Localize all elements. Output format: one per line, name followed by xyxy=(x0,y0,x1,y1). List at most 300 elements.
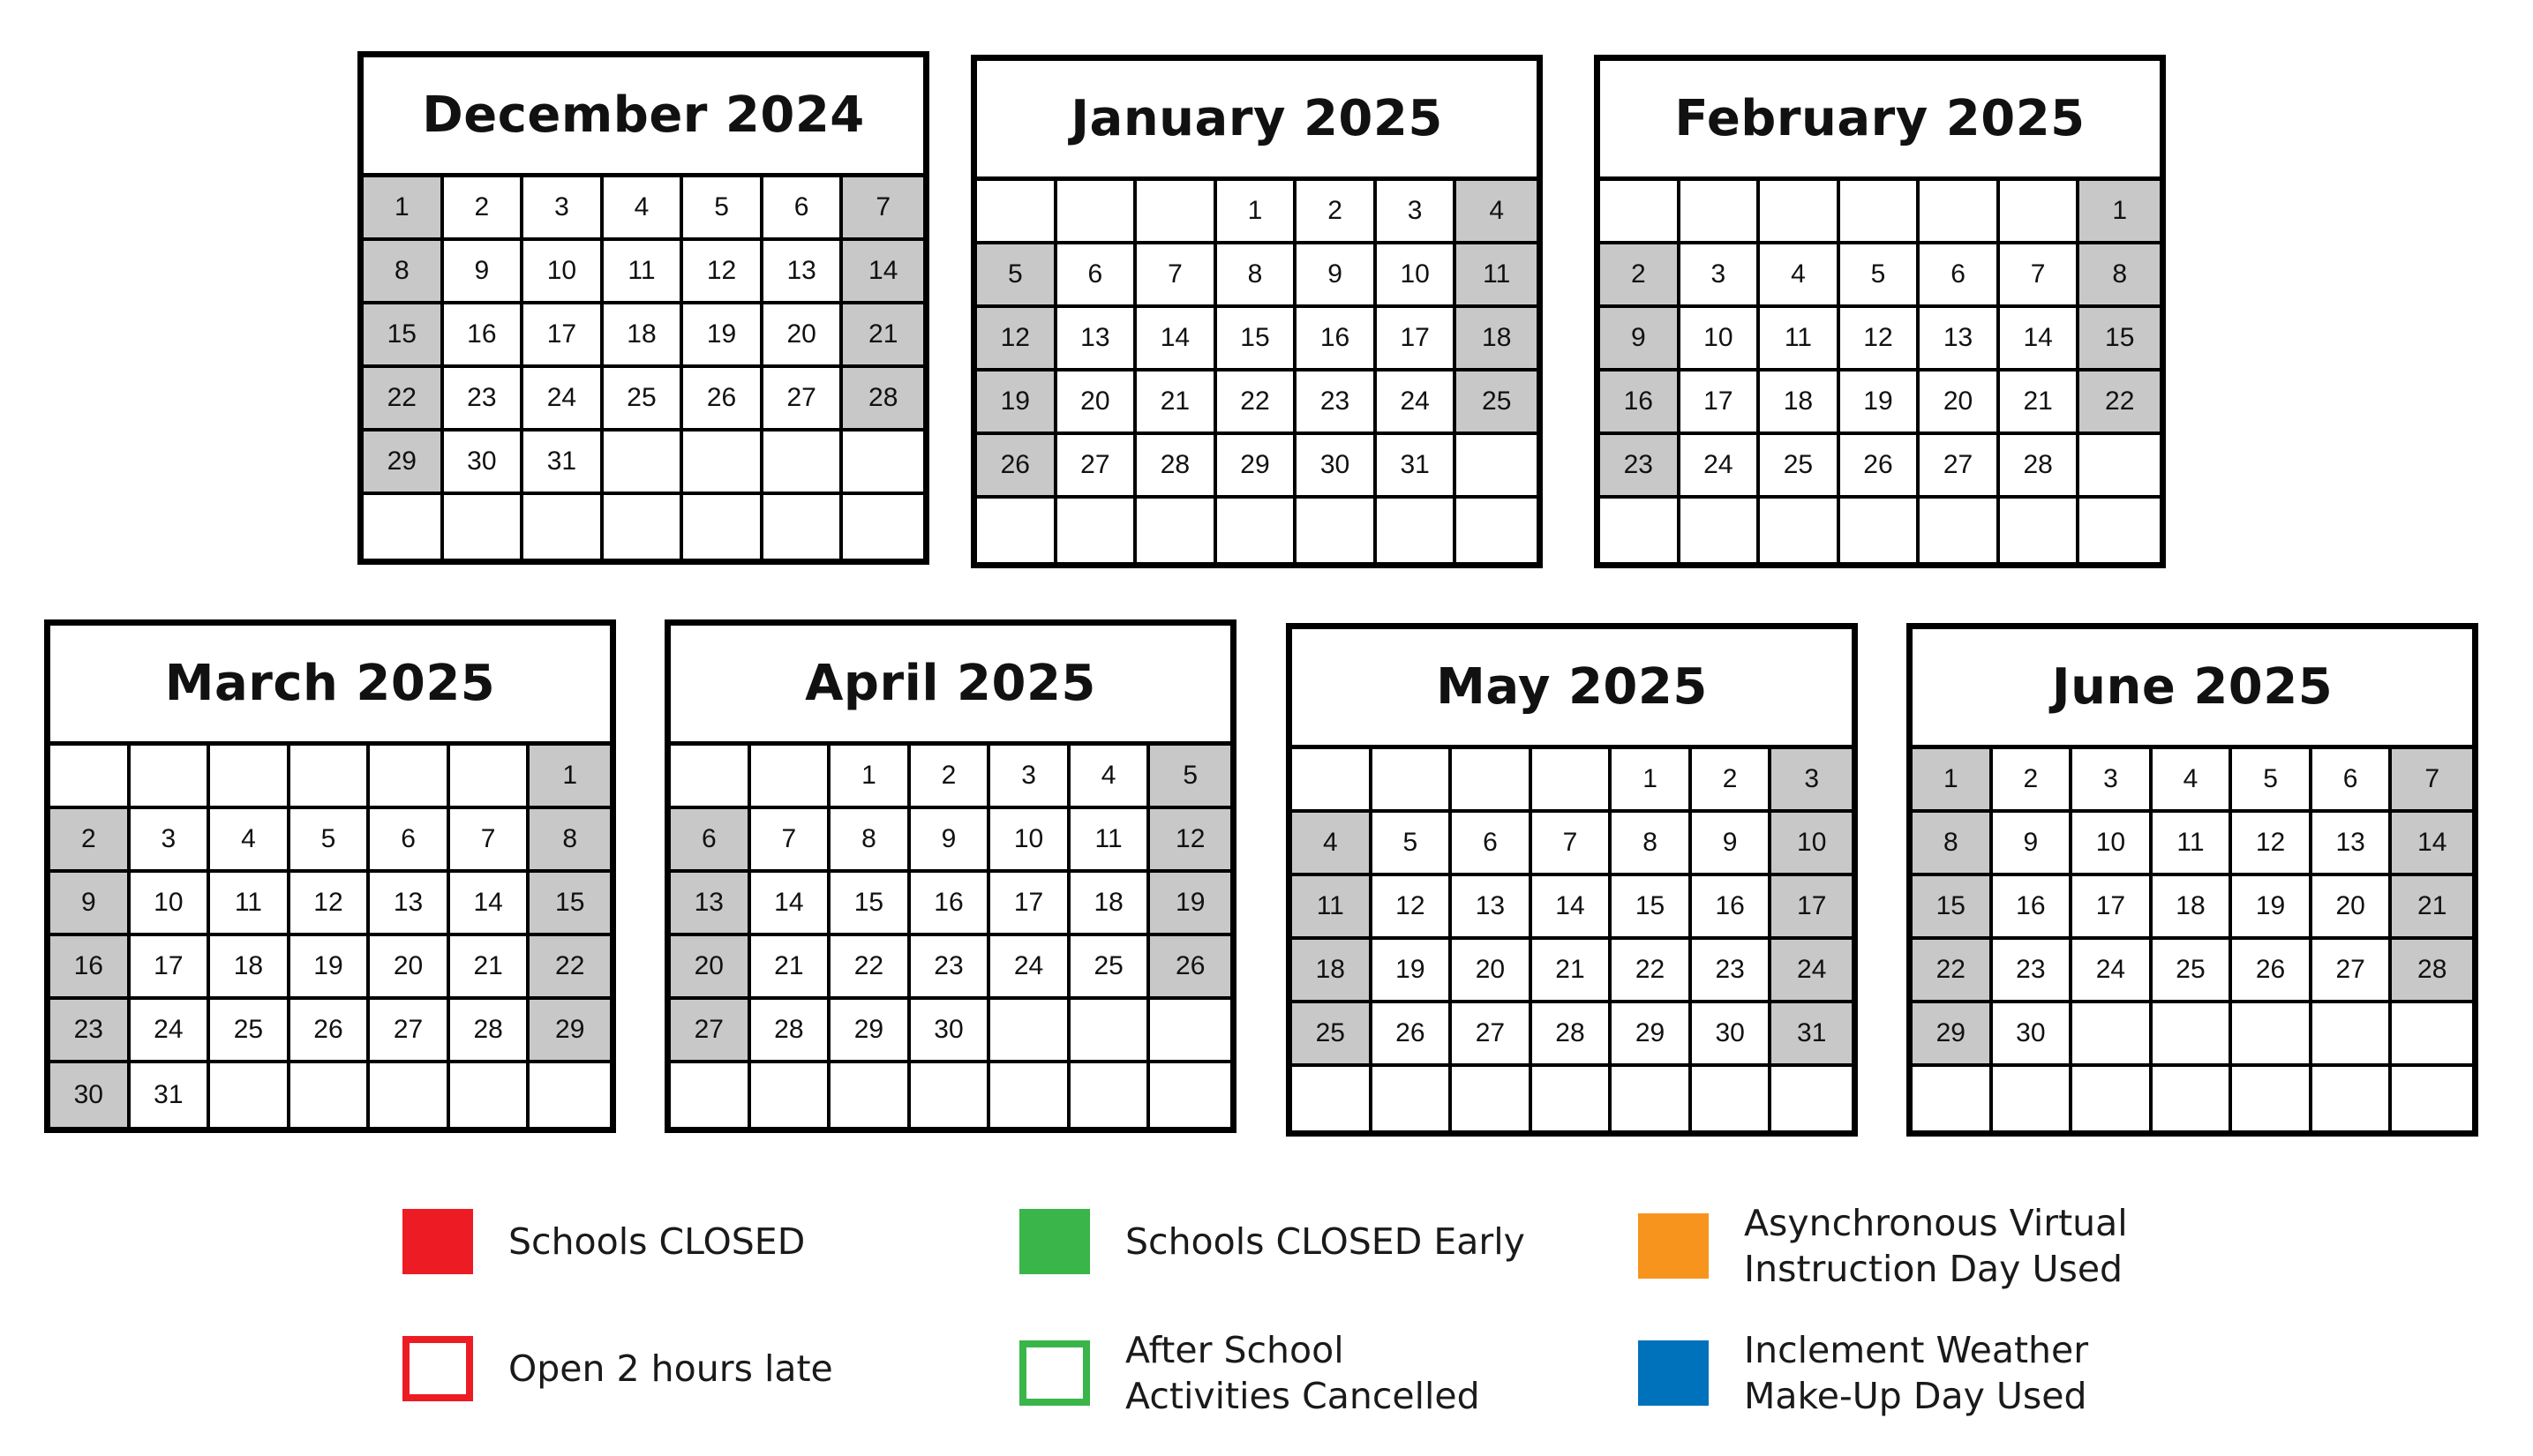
day-cell: 25 xyxy=(210,1000,290,1063)
day-cell: 6 xyxy=(1452,813,1532,876)
day-cell: 29 xyxy=(1612,1003,1692,1067)
day-cell: 17 xyxy=(1680,372,1761,435)
day-cell: 31 xyxy=(523,432,604,495)
day-cell: 21 xyxy=(1532,940,1612,1003)
day-cell: 30 xyxy=(1692,1003,1772,1067)
empty-day-cell xyxy=(1760,181,1840,244)
day-cell: 31 xyxy=(1771,1003,1852,1067)
day-cell: 27 xyxy=(2312,940,2393,1003)
day-cell: 16 xyxy=(911,873,991,936)
empty-day-cell xyxy=(450,1063,530,1127)
day-cell: 14 xyxy=(843,241,923,304)
day-cell: 25 xyxy=(1760,435,1840,499)
empty-day-cell xyxy=(2232,1003,2312,1067)
day-cell: 20 xyxy=(671,936,751,1000)
day-cell: 15 xyxy=(530,873,610,936)
legend-async-virtual xyxy=(1638,1200,2128,1292)
day-cell: 10 xyxy=(523,241,604,304)
month-title: December 2024 xyxy=(364,57,923,177)
empty-day-cell xyxy=(2232,1067,2312,1130)
day-cell: 19 xyxy=(977,372,1057,435)
day-cell: 24 xyxy=(523,368,604,432)
day-cell: 1 xyxy=(1217,181,1297,244)
empty-day-cell xyxy=(843,495,923,559)
day-cell: 29 xyxy=(831,1000,911,1063)
day-cell: 23 xyxy=(1993,940,2073,1003)
day-cell: 11 xyxy=(1071,809,1151,873)
empty-day-cell xyxy=(604,432,684,495)
empty-day-cell xyxy=(911,1063,991,1127)
day-cell: 3 xyxy=(131,809,211,873)
day-cell: 27 xyxy=(1920,435,2000,499)
day-cell: 30 xyxy=(444,432,524,495)
empty-day-cell xyxy=(1071,1063,1151,1127)
day-cell: 25 xyxy=(2153,940,2233,1003)
day-cell: 30 xyxy=(50,1063,131,1127)
day-cell: 20 xyxy=(1452,940,1532,1003)
calendar-december-2024 xyxy=(357,51,929,565)
day-grid xyxy=(671,746,1230,1127)
day-cell: 2 xyxy=(1993,749,2073,813)
day-cell: 22 xyxy=(364,368,444,432)
day-cell: 11 xyxy=(1456,244,1537,308)
month-title: May 2025 xyxy=(1292,629,1852,749)
day-cell: 6 xyxy=(1920,244,2000,308)
day-cell: 3 xyxy=(1377,181,1457,244)
activities-cancelled-swatch-icon xyxy=(1019,1340,1090,1406)
empty-day-cell xyxy=(671,1063,751,1127)
day-cell: 5 xyxy=(1150,746,1230,809)
day-cell: 9 xyxy=(1297,244,1377,308)
empty-day-cell xyxy=(2079,435,2160,499)
makeup-day-swatch-icon xyxy=(1638,1340,1709,1406)
day-cell: 27 xyxy=(370,1000,450,1063)
day-cell: 15 xyxy=(831,873,911,936)
day-cell: 29 xyxy=(1913,1003,1993,1067)
day-cell: 11 xyxy=(2153,813,2233,876)
day-cell: 13 xyxy=(671,873,751,936)
day-cell: 9 xyxy=(1692,813,1772,876)
day-cell: 13 xyxy=(370,873,450,936)
empty-day-cell xyxy=(751,1063,831,1127)
month-title: March 2025 xyxy=(50,626,610,746)
late-open-swatch-icon xyxy=(402,1336,473,1401)
day-cell: 28 xyxy=(450,1000,530,1063)
day-cell: 2 xyxy=(1600,244,1680,308)
day-cell: 9 xyxy=(50,873,131,936)
empty-day-cell xyxy=(977,499,1057,562)
day-cell: 18 xyxy=(1760,372,1840,435)
day-cell: 11 xyxy=(1292,876,1372,940)
day-cell: 7 xyxy=(843,177,923,241)
day-cell: 25 xyxy=(1292,1003,1372,1067)
day-cell: 16 xyxy=(50,936,131,1000)
day-cell: 17 xyxy=(1771,876,1852,940)
month-title: February 2025 xyxy=(1600,61,2160,181)
day-cell: 18 xyxy=(1292,940,1372,1003)
empty-day-cell xyxy=(671,746,751,809)
async-virtual-swatch-icon xyxy=(1638,1213,1709,1279)
day-cell: 19 xyxy=(1840,372,1920,435)
empty-day-cell xyxy=(1692,1067,1772,1130)
day-cell: 8 xyxy=(1612,813,1692,876)
day-cell: 5 xyxy=(1840,244,1920,308)
day-cell: 3 xyxy=(523,177,604,241)
day-cell: 12 xyxy=(1840,308,1920,372)
legend-label: Inclement Weather Make-Up Day Used xyxy=(1744,1329,2089,1417)
day-cell: 15 xyxy=(2079,308,2160,372)
empty-day-cell xyxy=(1920,499,2000,562)
day-cell: 8 xyxy=(1217,244,1297,308)
empty-day-cell xyxy=(683,495,763,559)
day-cell: 31 xyxy=(1377,435,1457,499)
day-cell: 13 xyxy=(763,241,844,304)
empty-day-cell xyxy=(763,432,844,495)
day-cell: 21 xyxy=(1137,372,1217,435)
empty-day-cell xyxy=(1057,499,1138,562)
day-cell: 7 xyxy=(2392,749,2472,813)
day-grid xyxy=(1292,749,1852,1130)
day-cell: 28 xyxy=(2392,940,2472,1003)
empty-day-cell xyxy=(210,1063,290,1127)
day-cell: 10 xyxy=(1680,308,1761,372)
empty-day-cell xyxy=(290,1063,371,1127)
day-cell: 5 xyxy=(683,177,763,241)
day-cell: 4 xyxy=(1292,813,1372,876)
day-cell: 5 xyxy=(2232,749,2312,813)
empty-day-cell xyxy=(1680,499,1761,562)
day-cell: 1 xyxy=(1913,749,1993,813)
day-cell: 3 xyxy=(1680,244,1761,308)
day-cell: 23 xyxy=(1297,372,1377,435)
calendar-february-2025 xyxy=(1594,55,2166,568)
empty-day-cell xyxy=(1071,1000,1151,1063)
day-cell: 24 xyxy=(1680,435,1761,499)
empty-day-cell xyxy=(444,495,524,559)
day-cell: 25 xyxy=(1456,372,1537,435)
day-cell: 14 xyxy=(1532,876,1612,940)
day-cell: 12 xyxy=(977,308,1057,372)
day-cell: 20 xyxy=(1057,372,1138,435)
day-cell: 15 xyxy=(1612,876,1692,940)
day-cell: 14 xyxy=(751,873,831,936)
calendar-may-2025 xyxy=(1286,623,1858,1137)
day-cell: 31 xyxy=(131,1063,211,1127)
day-cell: 16 xyxy=(1993,876,2073,940)
day-cell: 2 xyxy=(1692,749,1772,813)
day-cell: 9 xyxy=(1993,813,2073,876)
calendar-march-2025 xyxy=(44,619,616,1133)
empty-day-cell xyxy=(2153,1003,2233,1067)
day-cell: 2 xyxy=(50,809,131,873)
day-cell: 28 xyxy=(1137,435,1217,499)
day-cell: 23 xyxy=(1600,435,1680,499)
day-cell: 2 xyxy=(444,177,524,241)
day-cell: 20 xyxy=(1920,372,2000,435)
day-cell: 9 xyxy=(1600,308,1680,372)
day-cell: 24 xyxy=(990,936,1071,1000)
day-cell: 28 xyxy=(2000,435,2080,499)
day-cell: 18 xyxy=(210,936,290,1000)
day-cell: 16 xyxy=(444,304,524,368)
day-cell: 8 xyxy=(2079,244,2160,308)
empty-day-cell xyxy=(2392,1067,2472,1130)
day-cell: 6 xyxy=(1057,244,1138,308)
day-cell: 22 xyxy=(831,936,911,1000)
empty-day-cell xyxy=(843,432,923,495)
day-cell: 25 xyxy=(1071,936,1151,1000)
empty-day-cell xyxy=(1612,1067,1692,1130)
empty-day-cell xyxy=(1920,181,2000,244)
day-cell: 6 xyxy=(671,809,751,873)
legend-label: After School Activities Cancelled xyxy=(1125,1329,1480,1417)
empty-day-cell xyxy=(1456,499,1537,562)
day-cell: 4 xyxy=(2153,749,2233,813)
day-cell: 14 xyxy=(2392,813,2472,876)
empty-day-cell xyxy=(1372,1067,1453,1130)
day-cell: 1 xyxy=(1612,749,1692,813)
legend-schools-closed xyxy=(402,1209,805,1274)
day-cell: 7 xyxy=(450,809,530,873)
day-cell: 4 xyxy=(1071,746,1151,809)
empty-day-cell xyxy=(683,432,763,495)
legend-closed-early xyxy=(1019,1209,1525,1274)
day-cell: 21 xyxy=(2392,876,2472,940)
day-cell: 12 xyxy=(683,241,763,304)
day-cell: 3 xyxy=(990,746,1071,809)
day-cell: 19 xyxy=(290,936,371,1000)
day-cell: 26 xyxy=(1840,435,1920,499)
day-cell: 20 xyxy=(2312,876,2393,940)
day-cell: 24 xyxy=(2072,940,2153,1003)
day-cell: 28 xyxy=(843,368,923,432)
day-cell: 16 xyxy=(1692,876,1772,940)
day-cell: 15 xyxy=(364,304,444,368)
day-cell: 13 xyxy=(1920,308,2000,372)
day-cell: 12 xyxy=(1372,876,1453,940)
day-cell: 22 xyxy=(530,936,610,1000)
day-cell: 3 xyxy=(1771,749,1852,813)
day-cell: 24 xyxy=(1377,372,1457,435)
day-cell: 17 xyxy=(990,873,1071,936)
day-cell: 17 xyxy=(523,304,604,368)
empty-day-cell xyxy=(450,746,530,809)
closed-swatch-icon xyxy=(402,1209,473,1274)
day-cell: 6 xyxy=(763,177,844,241)
day-cell: 26 xyxy=(290,1000,371,1063)
day-cell: 11 xyxy=(210,873,290,936)
day-cell: 25 xyxy=(604,368,684,432)
day-cell: 8 xyxy=(831,809,911,873)
day-cell: 21 xyxy=(843,304,923,368)
day-cell: 4 xyxy=(604,177,684,241)
empty-day-cell xyxy=(1840,499,1920,562)
empty-day-cell xyxy=(604,495,684,559)
day-cell: 22 xyxy=(1612,940,1692,1003)
empty-day-cell xyxy=(2072,1067,2153,1130)
empty-day-cell xyxy=(751,746,831,809)
day-cell: 28 xyxy=(751,1000,831,1063)
empty-day-cell xyxy=(1137,181,1217,244)
legend-label: Open 2 hours late xyxy=(508,1347,833,1390)
day-cell: 13 xyxy=(1452,876,1532,940)
calendar-april-2025 xyxy=(665,619,1236,1133)
empty-day-cell xyxy=(1377,499,1457,562)
empty-day-cell xyxy=(2312,1003,2393,1067)
day-cell: 6 xyxy=(370,809,450,873)
empty-day-cell xyxy=(1456,435,1537,499)
day-cell: 15 xyxy=(1913,876,1993,940)
day-cell: 11 xyxy=(1760,308,1840,372)
day-cell: 18 xyxy=(1456,308,1537,372)
day-cell: 22 xyxy=(2079,372,2160,435)
day-cell: 27 xyxy=(1057,435,1138,499)
empty-day-cell xyxy=(1680,181,1761,244)
calendar-january-2025 xyxy=(971,55,1543,568)
day-cell: 23 xyxy=(1692,940,1772,1003)
day-cell: 27 xyxy=(763,368,844,432)
empty-day-cell xyxy=(1840,181,1920,244)
day-cell: 29 xyxy=(364,432,444,495)
day-cell: 28 xyxy=(1532,1003,1612,1067)
day-cell: 12 xyxy=(290,873,371,936)
day-cell: 20 xyxy=(370,936,450,1000)
day-cell: 26 xyxy=(2232,940,2312,1003)
empty-day-cell xyxy=(1057,181,1138,244)
empty-day-cell xyxy=(990,1000,1071,1063)
day-grid xyxy=(1600,181,2160,562)
empty-day-cell xyxy=(1993,1067,2073,1130)
day-cell: 22 xyxy=(1913,940,1993,1003)
day-cell: 18 xyxy=(1071,873,1151,936)
day-cell: 20 xyxy=(763,304,844,368)
day-cell: 21 xyxy=(2000,372,2080,435)
day-cell: 17 xyxy=(131,936,211,1000)
day-cell: 1 xyxy=(2079,181,2160,244)
day-cell: 14 xyxy=(2000,308,2080,372)
day-cell: 16 xyxy=(1600,372,1680,435)
day-cell: 22 xyxy=(1217,372,1297,435)
empty-day-cell xyxy=(1913,1067,1993,1130)
day-cell: 11 xyxy=(604,241,684,304)
day-cell: 17 xyxy=(1377,308,1457,372)
month-title: January 2025 xyxy=(977,61,1537,181)
empty-day-cell xyxy=(1150,1063,1230,1127)
day-cell: 1 xyxy=(364,177,444,241)
day-grid xyxy=(364,177,923,559)
empty-day-cell xyxy=(977,181,1057,244)
day-cell: 18 xyxy=(604,304,684,368)
day-cell: 15 xyxy=(1217,308,1297,372)
day-grid xyxy=(977,181,1537,562)
day-cell: 10 xyxy=(131,873,211,936)
legend-makeup-day xyxy=(1638,1327,2088,1419)
empty-day-cell xyxy=(1372,749,1453,813)
empty-day-cell xyxy=(2000,181,2080,244)
empty-day-cell xyxy=(364,495,444,559)
day-cell: 10 xyxy=(990,809,1071,873)
day-cell: 26 xyxy=(977,435,1057,499)
day-cell: 29 xyxy=(530,1000,610,1063)
day-cell: 30 xyxy=(1993,1003,2073,1067)
empty-day-cell xyxy=(763,495,844,559)
day-cell: 8 xyxy=(530,809,610,873)
empty-day-cell xyxy=(210,746,290,809)
empty-day-cell xyxy=(1297,499,1377,562)
day-cell: 29 xyxy=(1217,435,1297,499)
day-cell: 2 xyxy=(911,746,991,809)
day-cell: 23 xyxy=(444,368,524,432)
legend-label: Asynchronous Virtual Instruction Day Used xyxy=(1744,1202,2128,1290)
day-cell: 24 xyxy=(1771,940,1852,1003)
empty-day-cell xyxy=(1292,749,1372,813)
empty-day-cell xyxy=(2079,499,2160,562)
empty-day-cell xyxy=(2312,1067,2393,1130)
day-cell: 17 xyxy=(2072,876,2153,940)
day-cell: 12 xyxy=(2232,813,2312,876)
legend-activities-cancelled xyxy=(1019,1327,1480,1419)
day-cell: 23 xyxy=(50,1000,131,1063)
day-cell: 5 xyxy=(290,809,371,873)
empty-day-cell xyxy=(50,746,131,809)
day-cell: 24 xyxy=(131,1000,211,1063)
day-cell: 5 xyxy=(977,244,1057,308)
empty-day-cell xyxy=(131,746,211,809)
day-grid xyxy=(1913,749,2472,1130)
day-cell: 4 xyxy=(1456,181,1537,244)
empty-day-cell xyxy=(1452,1067,1532,1130)
day-cell: 13 xyxy=(1057,308,1138,372)
day-cell: 3 xyxy=(2072,749,2153,813)
empty-day-cell xyxy=(530,1063,610,1127)
day-cell: 19 xyxy=(2232,876,2312,940)
empty-day-cell xyxy=(1292,1067,1372,1130)
day-cell: 9 xyxy=(911,809,991,873)
day-cell: 4 xyxy=(1760,244,1840,308)
day-cell: 7 xyxy=(1137,244,1217,308)
day-cell: 1 xyxy=(530,746,610,809)
empty-day-cell xyxy=(1600,499,1680,562)
month-title: April 2025 xyxy=(671,626,1230,746)
empty-day-cell xyxy=(990,1063,1071,1127)
day-cell: 16 xyxy=(1297,308,1377,372)
day-cell: 30 xyxy=(1297,435,1377,499)
empty-day-cell xyxy=(370,746,450,809)
empty-day-cell xyxy=(2000,499,2080,562)
day-cell: 30 xyxy=(911,1000,991,1063)
day-cell: 8 xyxy=(1913,813,1993,876)
day-cell: 8 xyxy=(364,241,444,304)
day-cell: 26 xyxy=(1372,1003,1453,1067)
day-cell: 6 xyxy=(2312,749,2393,813)
empty-day-cell xyxy=(1150,1000,1230,1063)
empty-day-cell xyxy=(1532,749,1612,813)
empty-day-cell xyxy=(2392,1003,2472,1067)
empty-day-cell xyxy=(290,746,371,809)
day-cell: 19 xyxy=(1150,873,1230,936)
day-cell: 21 xyxy=(450,936,530,1000)
empty-day-cell xyxy=(1137,499,1217,562)
empty-day-cell xyxy=(523,495,604,559)
empty-day-cell xyxy=(1600,181,1680,244)
day-cell: 7 xyxy=(2000,244,2080,308)
day-cell: 13 xyxy=(2312,813,2393,876)
day-cell: 7 xyxy=(1532,813,1612,876)
empty-day-cell xyxy=(370,1063,450,1127)
day-cell: 14 xyxy=(1137,308,1217,372)
legend-label: Schools CLOSED xyxy=(508,1220,806,1263)
empty-day-cell xyxy=(1760,499,1840,562)
